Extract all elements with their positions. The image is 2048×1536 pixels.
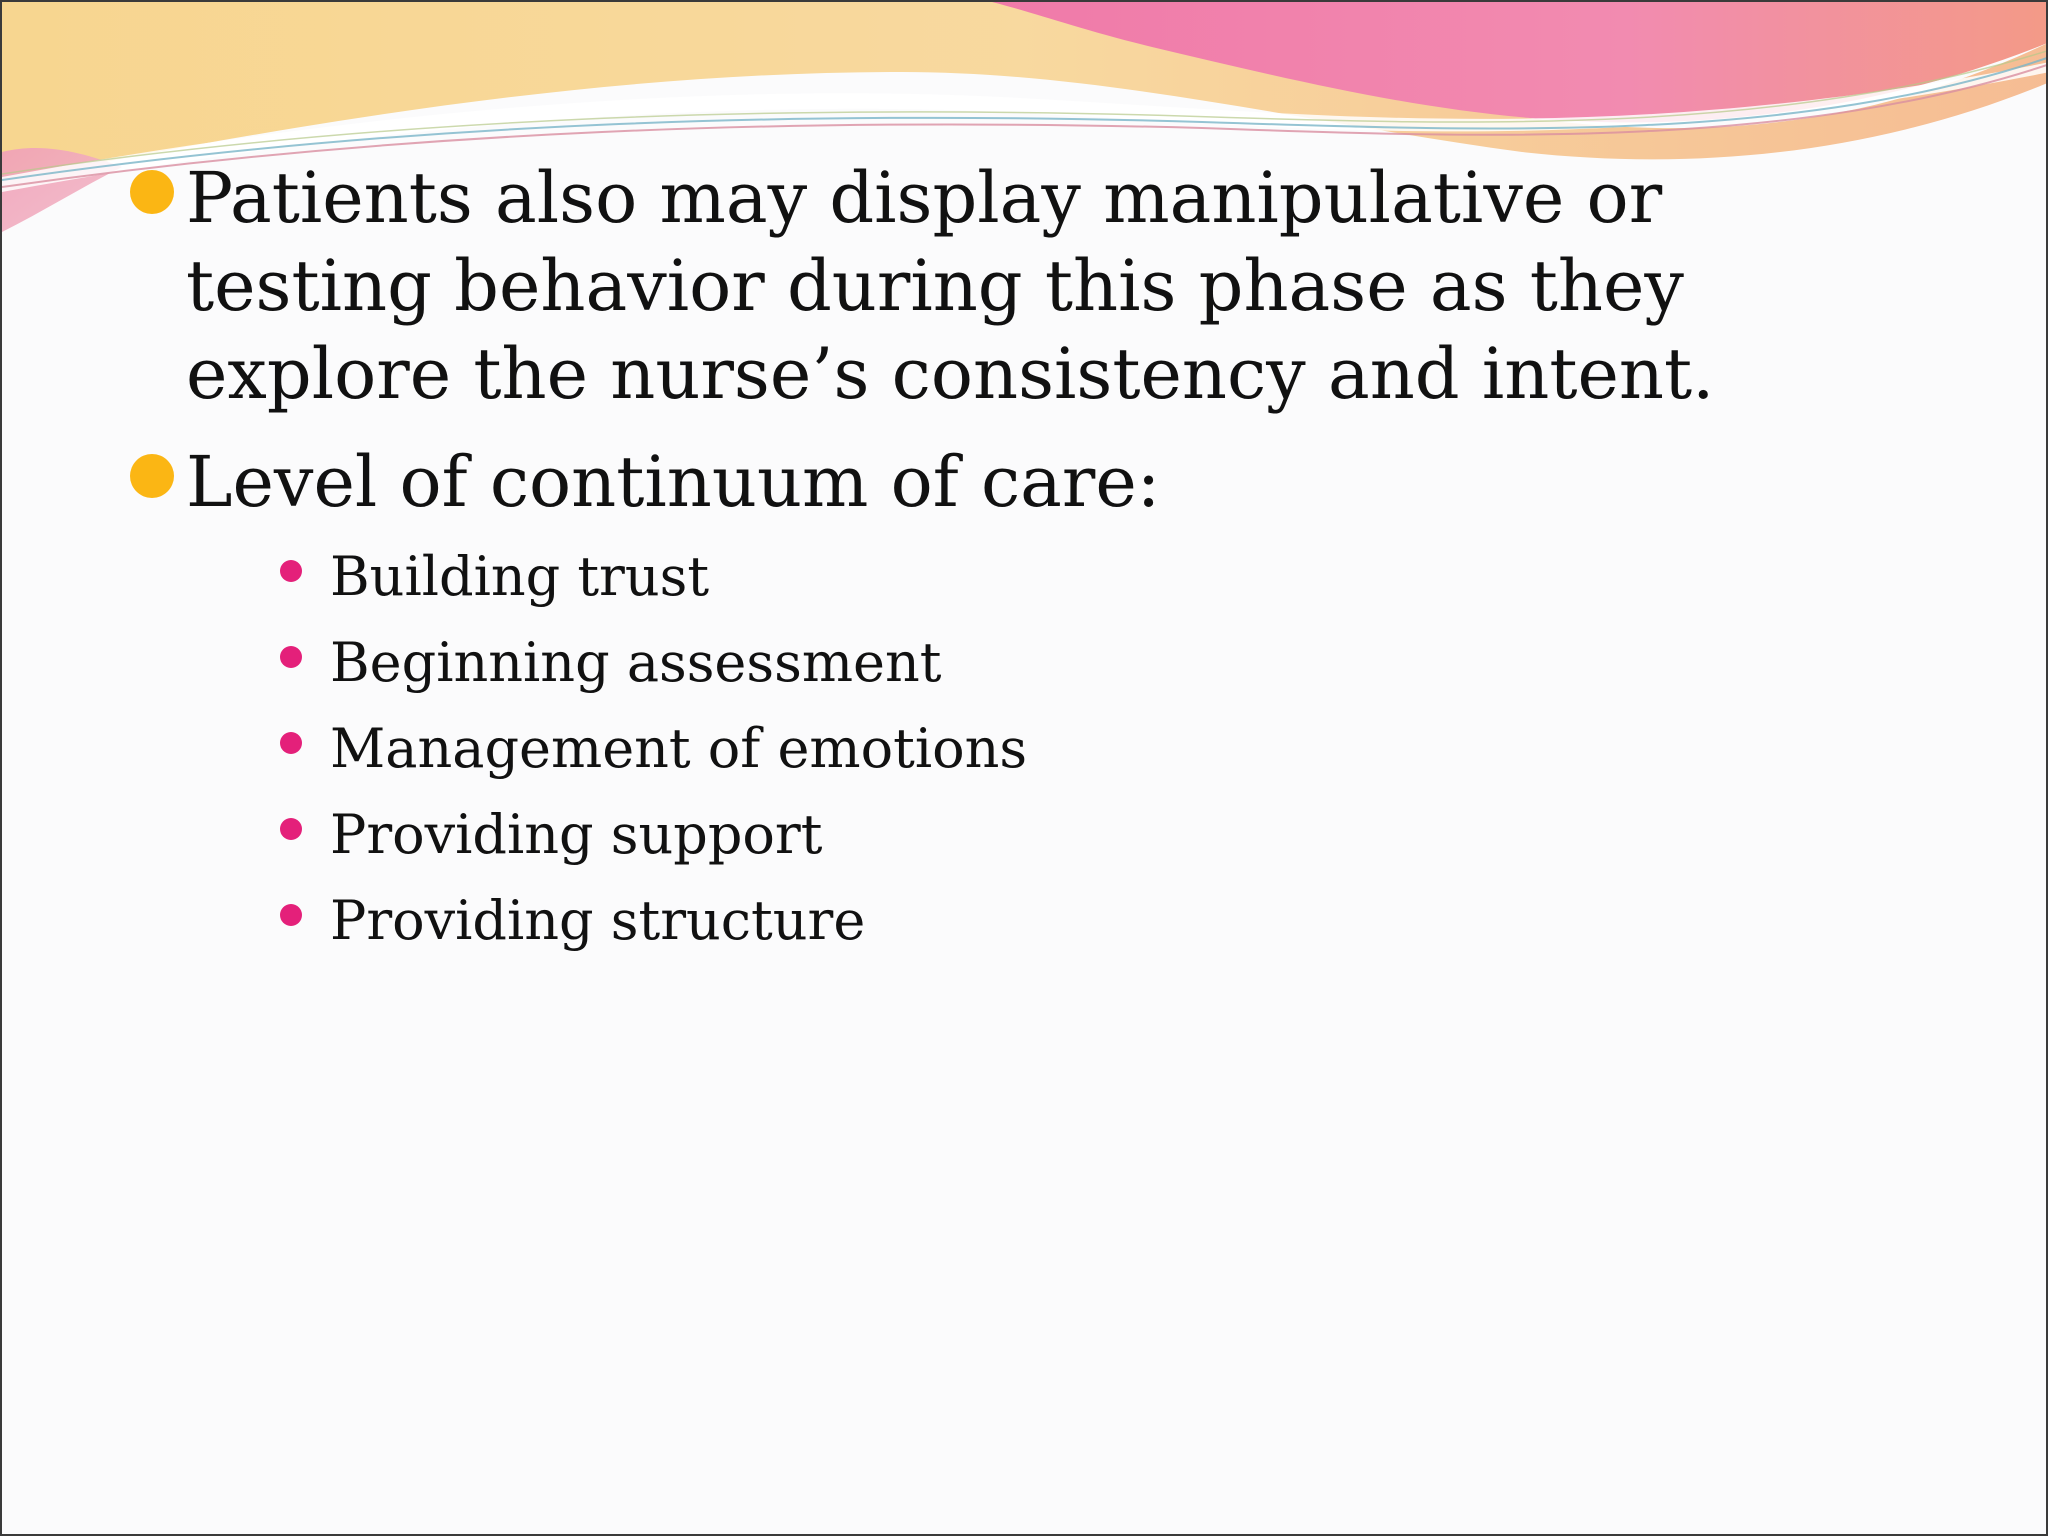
bullet-dot-1 xyxy=(130,170,174,214)
sub-bullet-item xyxy=(2,542,2048,628)
sub-bullet-item xyxy=(2,628,2048,714)
sub-bullet-text: Beginning assessment xyxy=(330,631,942,694)
sub-bullet-item xyxy=(2,886,2048,972)
sub-bullet-dot xyxy=(280,904,302,926)
sub-bullet-text: Providing structure xyxy=(330,889,866,952)
bullet-text-2: Level of continuum of care: xyxy=(186,441,1161,523)
sub-bullet-text: Building trust xyxy=(330,545,710,608)
sub-bullet-dot xyxy=(280,732,302,754)
slide-content xyxy=(2,2,2048,1536)
bullet-text-1: Patients also may display manipulative or testing behavior during this phase as they explore the nurse’s consistency and intent. xyxy=(186,157,1715,415)
sub-bullet-dot xyxy=(280,646,302,668)
sub-bullet-dot xyxy=(280,818,302,840)
sub-bullet-text: Management of emotions xyxy=(330,717,1028,780)
bullet-dot-2 xyxy=(130,454,174,498)
sub-bullet-dot xyxy=(280,560,302,582)
sub-bullet-text: Providing support xyxy=(330,803,823,866)
sub-bullet-item xyxy=(2,800,2048,886)
sub-bullet-item xyxy=(2,714,2048,800)
